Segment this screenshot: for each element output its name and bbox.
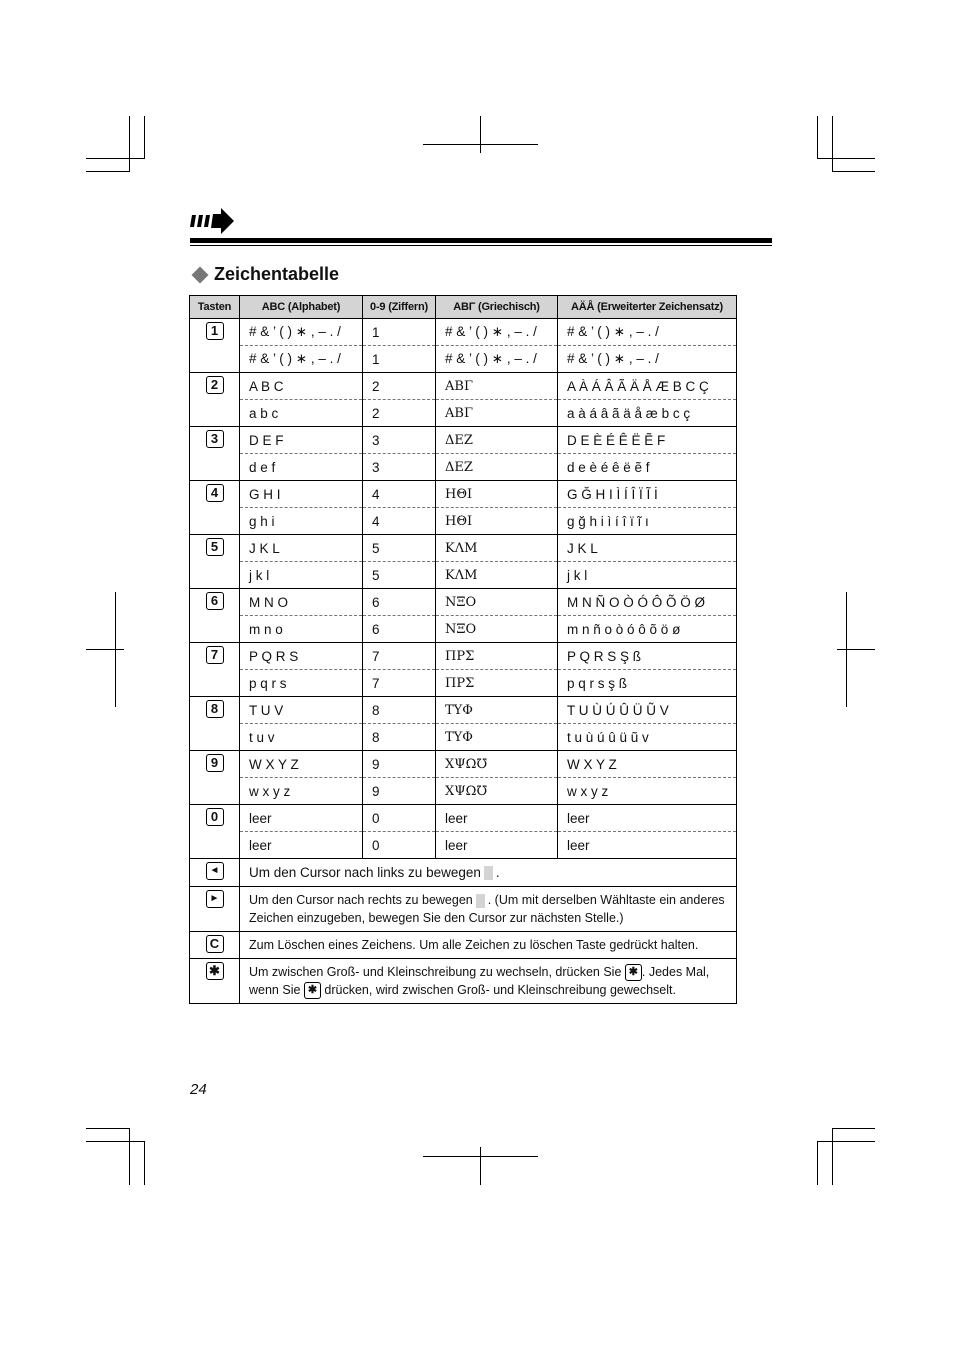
greek-lower: ΠΡΣ (436, 670, 558, 697)
header-rule (190, 238, 772, 243)
key-8-icon: 8 (206, 700, 224, 718)
function-description (240, 859, 737, 887)
table-row (190, 508, 737, 535)
table-row (190, 643, 737, 670)
crop-mark (817, 158, 875, 159)
table-row (190, 805, 737, 832)
crop-mark (86, 171, 130, 172)
alphabet-lower: t u v (240, 724, 363, 751)
function-row-right (190, 887, 737, 932)
digit-upper: 8 (363, 697, 436, 724)
header-rule-thin (190, 245, 772, 246)
alphabet-upper: leer (240, 805, 363, 832)
key-5-icon: 5 (206, 538, 224, 556)
alphabet-lower: p q r s (240, 670, 363, 697)
alphabet-lower: w x y z (240, 778, 363, 805)
key-cell (190, 751, 240, 805)
right-description-tail: . (Um mit derselben Wähltaste ein anderes Zeichen einzugeben, bewegen Sie den Cursor zur nächsten Stelle.) (249, 893, 725, 925)
key-2-icon: 2 (206, 376, 224, 394)
function-row-star (190, 959, 737, 1004)
extended-lower: d e è é ê ë ẽ f (558, 454, 737, 481)
table-row (190, 400, 737, 427)
extended-upper: J K L (558, 535, 737, 562)
left-description-text: Um den Cursor nach links zu bewegen (249, 864, 481, 880)
crop-mark (86, 649, 124, 650)
alphabet-lower: leer (240, 832, 363, 859)
col-header-digits: 0-9 (Ziffern) (363, 296, 436, 319)
digit-upper: 6 (363, 589, 436, 616)
extended-lower: m n ñ o ò ó ô õ ö ø (558, 616, 737, 643)
alphabet-upper: W X Y Z (240, 751, 363, 778)
diamond-bullet-icon (192, 266, 209, 283)
function-row-left (190, 859, 737, 887)
table-row (190, 832, 737, 859)
alphabet-lower: d e f (240, 454, 363, 481)
crop-mark (480, 116, 481, 153)
function-description: Zum Löschen eines Zeichens. Um alle Zeichen zu löschen Taste gedrückt halten. (240, 932, 737, 959)
table-row (190, 373, 737, 400)
star-description-middle: . Jedes Mal, wenn Sie (249, 965, 710, 998)
extended-lower: t u ù ú û ü ũ v (558, 724, 737, 751)
col-header-extended: AÄÅ (Erweiterter Zeichensatz) (558, 296, 737, 319)
star-key-inline-icon: ✱ (304, 982, 321, 999)
table-header-row (190, 296, 737, 319)
greek-lower: ΝΞΟ (436, 616, 558, 643)
alphabet-lower: a b c (240, 400, 363, 427)
greek-lower: leer (436, 832, 558, 859)
digit-upper: 9 (363, 751, 436, 778)
col-header-alphabet: ABC (Alphabet) (240, 296, 363, 319)
crop-mark (129, 1128, 130, 1185)
crop-mark (144, 116, 145, 159)
alphabet-lower: # & ’ ( ) ∗ , – . / (240, 346, 363, 373)
alphabet-upper: J K L (240, 535, 363, 562)
digit-lower: 8 (363, 724, 436, 751)
digit-upper: 2 (363, 373, 436, 400)
character-table (189, 295, 737, 1004)
greek-lower: ΤΥΦ (436, 724, 558, 751)
table-row (190, 751, 737, 778)
extended-lower: j k l (558, 562, 737, 589)
crop-mark (832, 1128, 875, 1129)
alphabet-upper: T U V (240, 697, 363, 724)
left-description-tail: . (495, 864, 500, 880)
greek-lower: # & ’ ( ) ∗ , – . / (436, 346, 558, 373)
table-row (190, 535, 737, 562)
key-4-icon: 4 (206, 484, 224, 502)
extended-upper: G Ğ H I Ì Í Î Ï Ĩ İ (558, 481, 737, 508)
alphabet-upper: G H I (240, 481, 363, 508)
col-header-keys: Tasten (190, 296, 240, 319)
table-row (190, 319, 737, 346)
digit-upper: 3 (363, 427, 436, 454)
digit-upper: 4 (363, 481, 436, 508)
crop-mark (832, 116, 833, 171)
crop-mark (832, 1128, 833, 1185)
crop-mark (129, 116, 130, 171)
table-row (190, 670, 737, 697)
function-description (240, 959, 737, 1004)
greek-lower: ΑΒΓ (436, 400, 558, 427)
key-1-icon: 1 (206, 322, 224, 340)
alphabet-upper: M N O (240, 589, 363, 616)
crop-mark (817, 116, 818, 159)
key-cell (190, 859, 240, 887)
greek-upper: ΗΘΙ (436, 481, 558, 508)
crop-mark (144, 1141, 145, 1185)
cursor-block-icon (484, 866, 493, 880)
extended-lower: a à á â ã ä å æ b c ç (558, 400, 737, 427)
extended-lower: g ğ h i ì í î ï ĩ ı (558, 508, 737, 535)
alphabet-lower: j k l (240, 562, 363, 589)
function-description (240, 887, 737, 932)
greek-upper: ΤΥΦ (436, 697, 558, 724)
table-row (190, 481, 737, 508)
extended-upper: P Q R S Ş ß (558, 643, 737, 670)
continue-arrow-icon (190, 207, 236, 235)
alphabet-upper: D E F (240, 427, 363, 454)
key-cell (190, 589, 240, 643)
key-cell (190, 373, 240, 427)
key-cell (190, 959, 240, 1004)
star-description-tail: drücken, wird zwischen Groß- und Kleinschreibung gewechselt. (324, 983, 676, 998)
key-cell (190, 319, 240, 373)
extended-lower: w x y z (558, 778, 737, 805)
key-0-icon: 0 (206, 808, 224, 826)
digit-lower: 6 (363, 616, 436, 643)
crop-mark (832, 171, 875, 172)
crop-mark (86, 158, 144, 159)
digit-lower: 2 (363, 400, 436, 427)
extended-upper: leer (558, 805, 737, 832)
key-7-icon: 7 (206, 646, 224, 664)
cursor-block-icon (476, 894, 485, 908)
extended-upper: W X Y Z (558, 751, 737, 778)
table-row (190, 724, 737, 751)
digit-upper: 7 (363, 643, 436, 670)
digit-lower: 0 (363, 832, 436, 859)
greek-upper: ΠΡΣ (436, 643, 558, 670)
digit-upper: 1 (363, 319, 436, 346)
crop-mark (423, 144, 538, 145)
extended-upper: M N Ñ O Ò Ó Ô Õ Ö Ø (558, 589, 737, 616)
crop-mark (817, 1141, 818, 1185)
key-9-icon: 9 (206, 754, 224, 772)
key-cell (190, 887, 240, 932)
key-6-icon: 6 (206, 592, 224, 610)
star-key-inline-icon: ✱ (625, 964, 642, 981)
table-row (190, 778, 737, 805)
crop-mark (86, 1141, 144, 1142)
table-row (190, 454, 737, 481)
extended-upper: A À Á Â Ã Ä Å Æ B C Ç (558, 373, 737, 400)
table-row (190, 562, 737, 589)
greek-lower: ΚΛΜ (436, 562, 558, 589)
col-header-greek: ΑΒΓ (Griechisch) (436, 296, 558, 319)
extended-lower: p q r s ş ß (558, 670, 737, 697)
extended-lower: # & ’ ( ) ∗ , – . / (558, 346, 737, 373)
page-number: 24 (190, 1081, 207, 1098)
extended-upper: T U Ù Ú Û Ü Ũ V (558, 697, 737, 724)
key-cell (190, 805, 240, 859)
greek-lower: ΔΕΖ (436, 454, 558, 481)
crop-mark (837, 649, 875, 650)
digit-upper: 0 (363, 805, 436, 832)
crop-mark (817, 1141, 875, 1142)
table-row (190, 616, 737, 643)
digit-lower: 4 (363, 508, 436, 535)
left-arrow-key-icon: ◄ (206, 862, 224, 880)
right-arrow-key-icon: ► (206, 890, 224, 908)
table-row (190, 427, 737, 454)
key-cell (190, 932, 240, 959)
extended-lower: leer (558, 832, 737, 859)
greek-upper: ΝΞΟ (436, 589, 558, 616)
key-3-icon: 3 (206, 430, 224, 448)
greek-upper: ΚΛΜ (436, 535, 558, 562)
alphabet-upper: A B C (240, 373, 363, 400)
greek-lower: ΧΨΩ℧ (436, 778, 558, 805)
clear-key-icon: C (206, 935, 224, 953)
alphabet-lower: m n o (240, 616, 363, 643)
digit-upper: 5 (363, 535, 436, 562)
section-title-text: Zeichentabelle (214, 264, 340, 284)
digit-lower: 7 (363, 670, 436, 697)
greek-lower: ΗΘΙ (436, 508, 558, 535)
digit-lower: 1 (363, 346, 436, 373)
key-cell (190, 643, 240, 697)
extended-upper: # & ’ ( ) ∗ , – . / (558, 319, 737, 346)
greek-upper: ΑΒΓ (436, 373, 558, 400)
table-row (190, 697, 737, 724)
greek-upper: ΧΨΩ℧ (436, 751, 558, 778)
crop-mark (423, 1156, 538, 1157)
digit-lower: 5 (363, 562, 436, 589)
digit-lower: 3 (363, 454, 436, 481)
alphabet-upper: # & ’ ( ) ∗ , – . / (240, 319, 363, 346)
greek-upper: leer (436, 805, 558, 832)
key-cell (190, 481, 240, 535)
key-cell (190, 535, 240, 589)
extended-upper: D E È É Ê Ë Ẽ F (558, 427, 737, 454)
key-cell (190, 427, 240, 481)
crop-mark (480, 1147, 481, 1185)
crop-mark (86, 1128, 130, 1129)
section-title (191, 264, 339, 285)
greek-upper: # & ’ ( ) ∗ , – . / (436, 319, 558, 346)
star-description-text: Um zwischen Groß- und Kleinschreibung zu wechseln, drücken Sie (249, 965, 622, 979)
star-key-icon: ✱ (206, 962, 224, 980)
function-row-clear (190, 932, 737, 959)
right-description-text: Um den Cursor nach rechts zu bewegen (249, 893, 473, 907)
table-row (190, 589, 737, 616)
alphabet-lower: g h i (240, 508, 363, 535)
table-row (190, 346, 737, 373)
key-cell (190, 697, 240, 751)
greek-upper: ΔΕΖ (436, 427, 558, 454)
alphabet-upper: P Q R S (240, 643, 363, 670)
digit-lower: 9 (363, 778, 436, 805)
